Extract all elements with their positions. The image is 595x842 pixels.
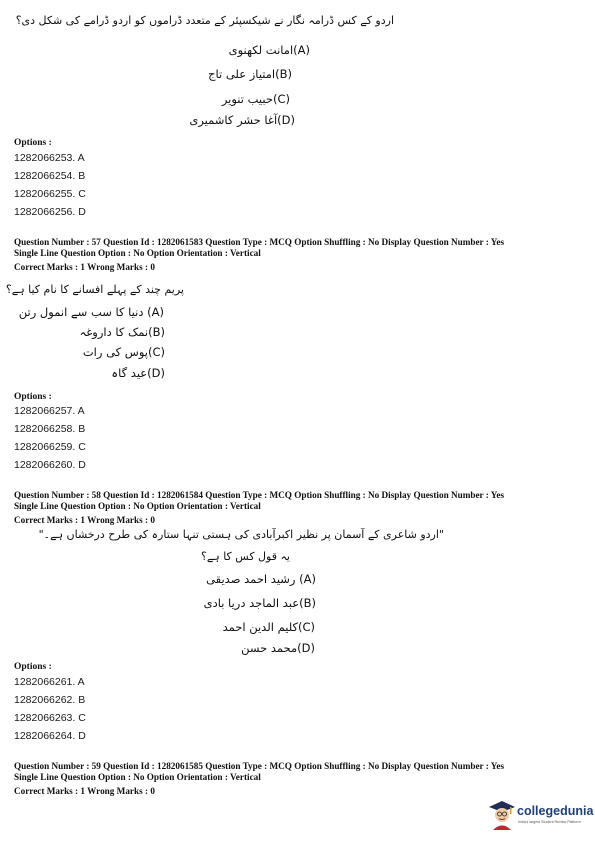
q58-options-label: Options :	[14, 662, 52, 672]
q58-option-c: (C)کلیم الدین احمد	[222, 620, 315, 634]
q56-option-d: (D)آغا حشر کاشمیری	[189, 113, 295, 127]
q59-marks: Correct Marks : 1 Wrong Marks : 0	[14, 786, 155, 796]
collegedunia-watermark	[488, 800, 594, 832]
q58-option-id-d: 1282066264. D	[14, 730, 86, 742]
q57-option-id-b: 1282066258. B	[14, 423, 86, 435]
q56-question-text: اردو کے کس ڈرامہ نگار نے شیکسپئر کے متعدد ڈراموں کو اردو ڈرامے کی شکل دی؟	[15, 14, 394, 27]
q58-option-b: (B)عبد الماجد دریا بادی	[203, 596, 316, 610]
q56-option-id-c: 1282066255. C	[14, 188, 86, 200]
q58-question-line-2: یہ قول کس کا ہے؟	[200, 550, 290, 563]
q58-option-id-c: 1282066263. C	[14, 712, 86, 724]
q57-options-label: Options :	[14, 392, 52, 402]
q58-option-d: (D)محمد حسن	[241, 641, 315, 655]
brand-tagline: India's largest Student Review Platform	[518, 820, 581, 824]
q57-meta-line-1: Question Number : 57 Question Id : 1282061583 Question Type : MCQ Option Shuffling : No Display Question Number : Yes	[14, 237, 505, 247]
q57-marks: Correct Marks : 1 Wrong Marks : 0	[14, 262, 155, 272]
q56-option-b: (B)امتیاز علی تاج	[208, 67, 292, 81]
q59-meta-line-1: Question Number : 59 Question Id : 1282061585 Question Type : MCQ Option Shuffling : No Display Question Number : Yes	[14, 761, 505, 771]
q57-option-id-a: 1282066257. A	[14, 405, 85, 417]
q57-option-d: (D)عید گاہ	[111, 366, 165, 380]
q59-meta-line-2: Single Line Question Option : No Option Orientation : Vertical	[14, 772, 261, 782]
q58-meta-line-1: Question Number : 58 Question Id : 1282061584 Question Type : MCQ Option Shuffling : No Display Question Number : Yes	[14, 490, 505, 500]
q56-option-a: (A)امانت لکھنوی	[228, 43, 310, 57]
graduate-mascot-icon	[488, 800, 516, 830]
q58-option-id-b: 1282066262. B	[14, 694, 86, 706]
q57-meta-line-2: Single Line Question Option : No Option Orientation : Vertical	[14, 248, 261, 258]
q58-meta-line-2: Single Line Question Option : No Option Orientation : Vertical	[14, 501, 261, 511]
q56-option-id-a: 1282066253. A	[14, 152, 85, 164]
q56-options-label: Options :	[14, 138, 52, 148]
q57-option-id-c: 1282066259. C	[14, 441, 86, 453]
q58-option-id-a: 1282066261. A	[14, 676, 85, 688]
q57-question-text: پریم چند کے پہلے افسانے کا نام کیا ہے؟	[5, 283, 184, 296]
q56-option-id-d: 1282066256. D	[14, 206, 86, 218]
q58-marks: Correct Marks : 1 Wrong Marks : 0	[14, 515, 155, 525]
q57-option-c: (C)پوس کی رات	[82, 345, 165, 359]
q58-question-line-1: "اردو شاعری کے آسمان پر نظیر اکبرآبادی کی ہستی تنہا ستارہ کی طرح درخشاں ہے۔"	[38, 528, 444, 541]
q56-option-id-b: 1282066254. B	[14, 170, 86, 182]
q57-option-b: (B)نمک کا داروغہ	[79, 325, 165, 339]
brand-name: collegedunia	[517, 804, 594, 818]
q57-option-a: (A) دنیا کا سب سے انمول رتن	[18, 305, 164, 319]
q56-option-c: (C)حبیب تنویر	[221, 92, 290, 106]
q57-option-id-d: 1282066260. D	[14, 459, 86, 471]
q58-option-a: (A) رشید احمد صدیقی	[206, 572, 316, 586]
